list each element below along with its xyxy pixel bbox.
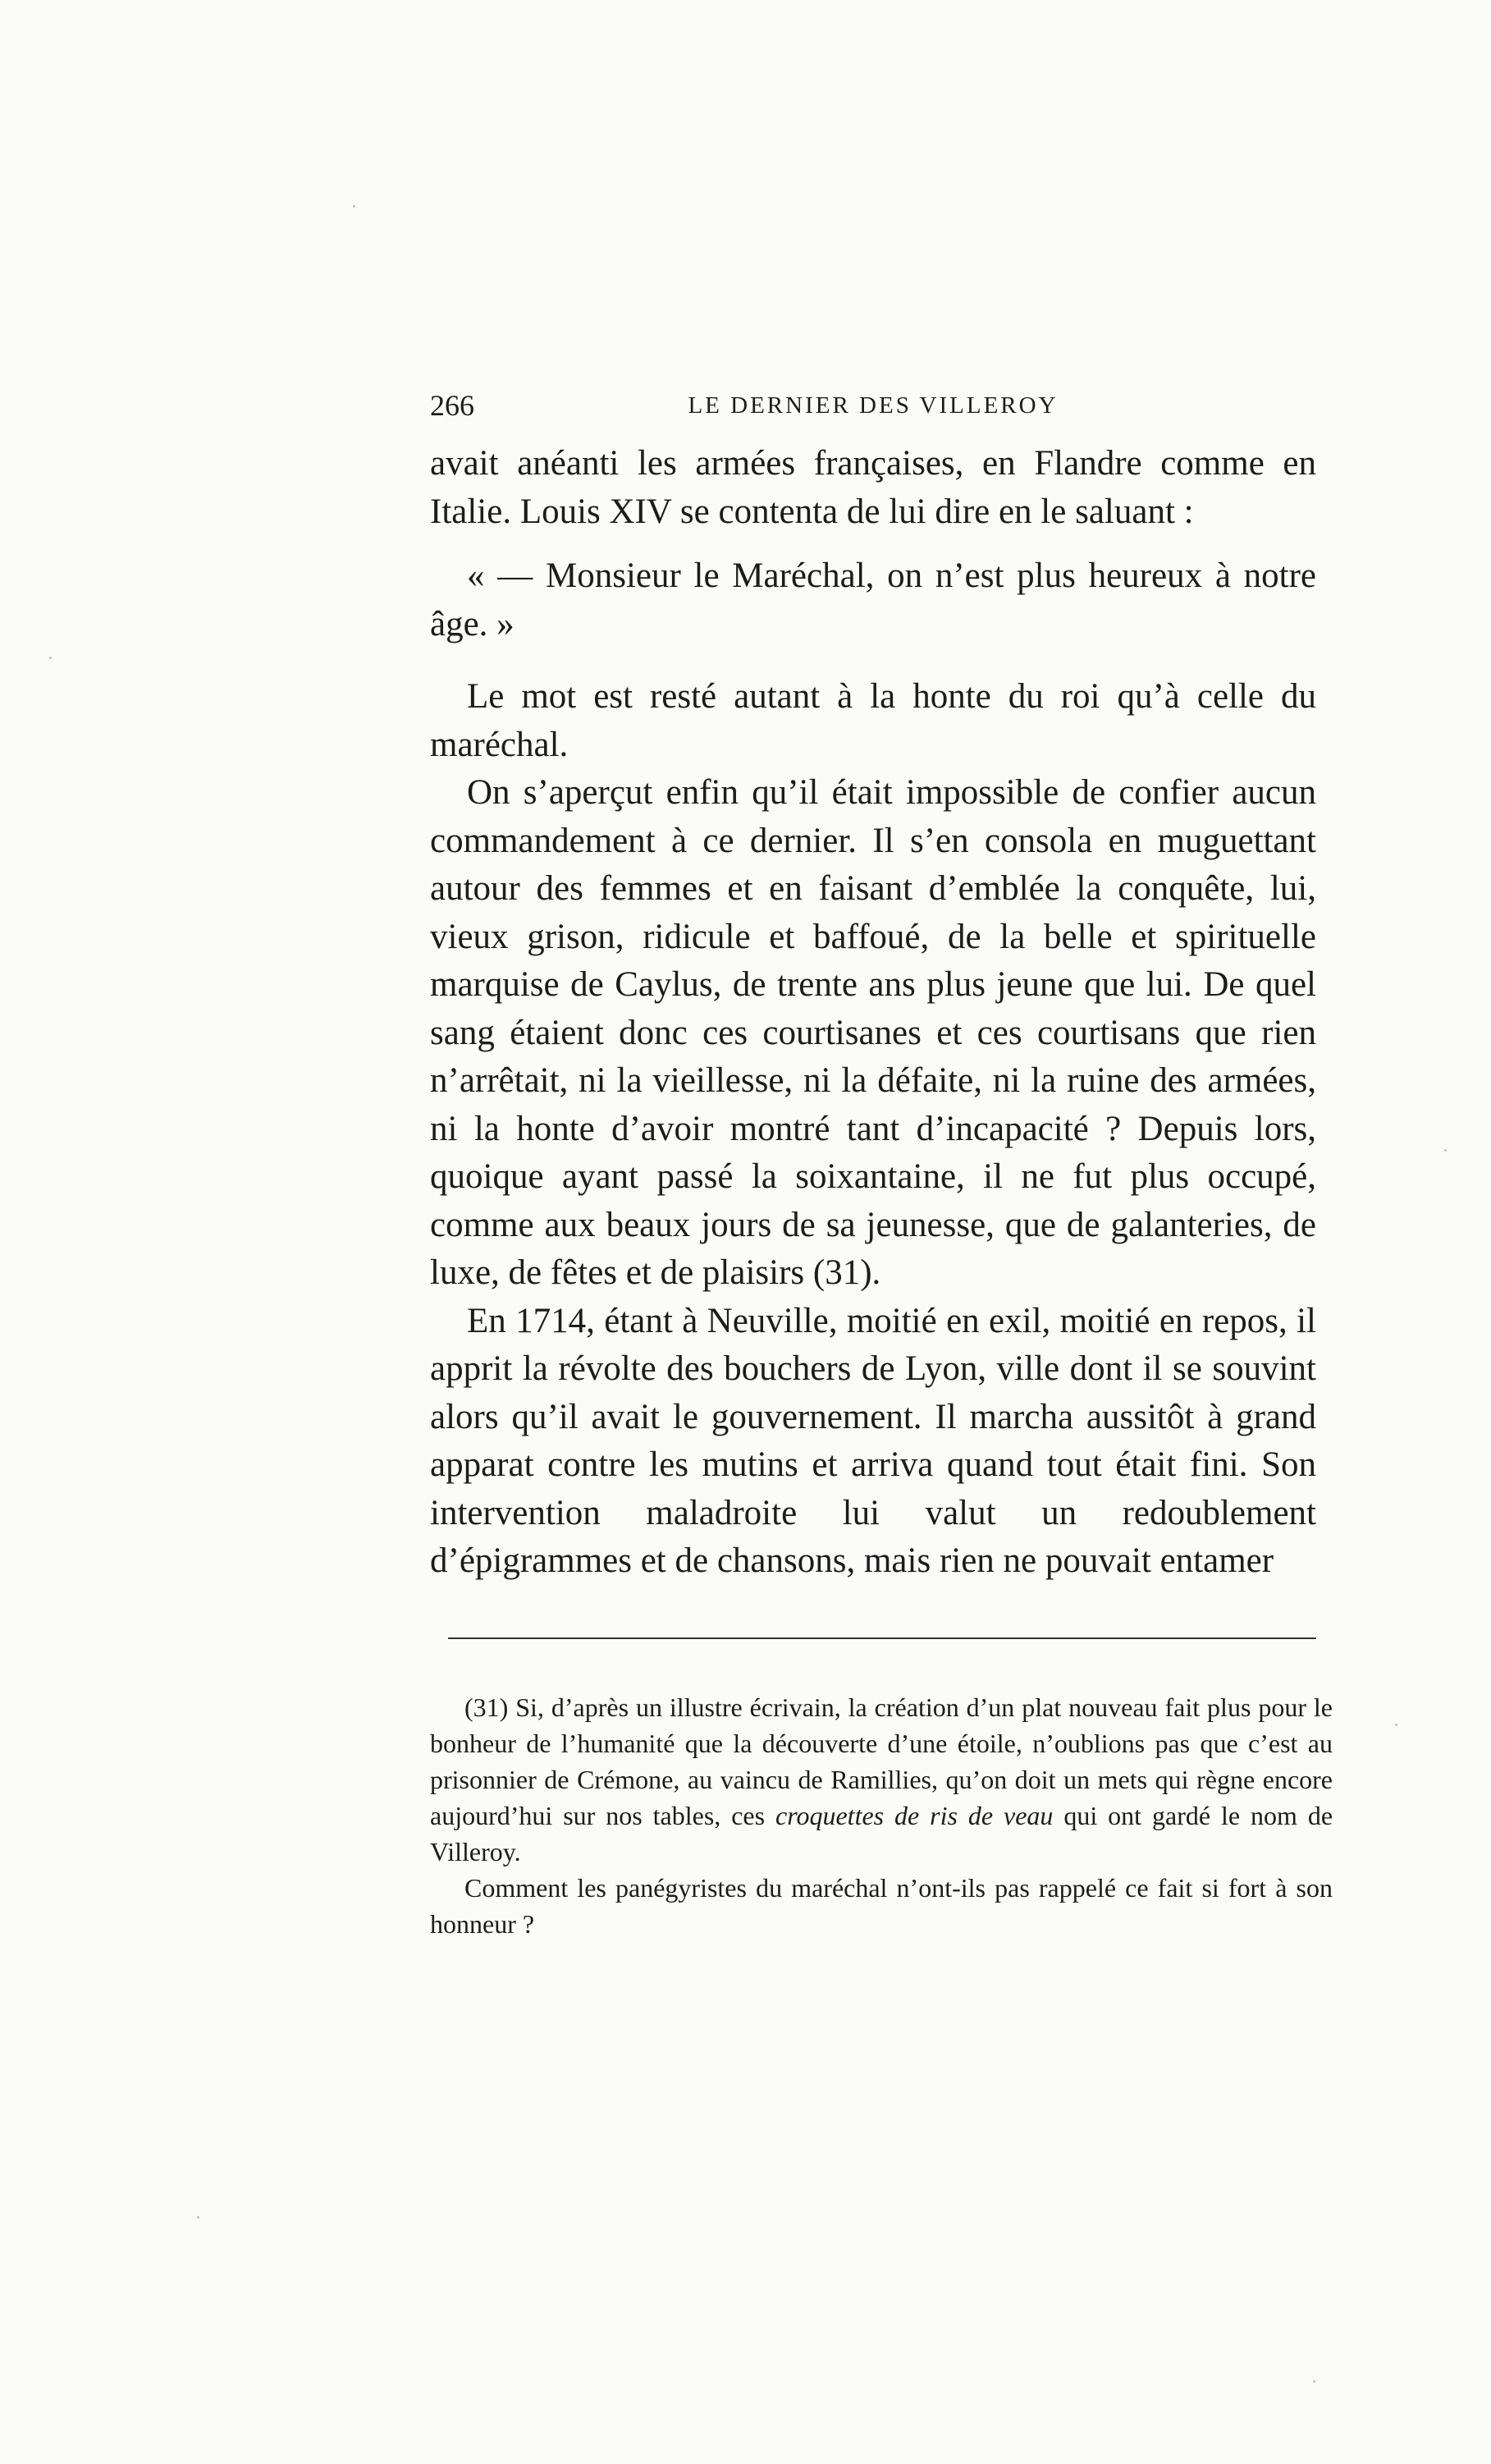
- paragraph-1: avait anéanti les armées françaises, en Flandre comme en Italie. Louis XIV se contenta de lui dire en le saluant :: [430, 444, 1316, 531]
- footnotes: [430, 1689, 1333, 1942]
- footnote-31-italic: croquettes de ris de veau: [775, 1801, 1054, 1830]
- page-header: [430, 382, 1316, 428]
- paragraph-4: En 1714, étant à Neuville, moitié en exil, moitié en repos, il apprit la révolte des bouchers de Lyon, ville dont il se souvint alors qu’il avait le gouvernement. Il marcha aussitôt à grand apparat contre les mutins et arriva quand tout était fini. Son intervention maladroite lui valut un redoublement d’épigrammes et de chansons, mais rien ne pouvait entamer: [430, 1301, 1316, 1580]
- paragraph-2: Le mot est resté autant à la honte du roi qu’à celle du maréchal.: [430, 677, 1316, 764]
- paragraph-3: On s’aperçut enfin qu’il était impossible de confier aucun commandement à ce dernier. Il s’en consola en muguettant autour des femmes et en faisant d’emblée la conquête, lui, vieux grison, ridicule et baffoué, de la belle et spirituelle marquise de Caylus, de trente ans plus jeune que lui. De quel sang étaient donc ces courtisanes et ces courtisans que rien n’arrêtait, ni la vieillesse, ni la défaite, ni la ruine des armées, ni la honte d’avoir montré tant d’incapacité ? Depuis lors, quoique ayant passé la soixantaine, il ne fut plus occupé, comme aux beaux jours de sa jeunesse, que de galanteries, de luxe, de fêtes et de plaisirs (31).: [430, 773, 1316, 1292]
- quotation: « — Monsieur le Maréchal, on n’est plus heureux à notre âge. »: [430, 556, 1316, 643]
- footnote-31-continuation: Comment les panégyristes du maréchal n’ont-ils pas rappelé ce fait si fort à son honneur ?: [430, 1873, 1333, 1939]
- footnote-rule: [448, 1637, 1316, 1639]
- footnote-31-text-b: qui ont gardé le nom de Villeroy.: [430, 1801, 1333, 1866]
- main-text: [430, 440, 1316, 1586]
- page-number: 266: [430, 389, 474, 422]
- footnote-31-text-a: (31) Si, d’après un illustre écrivain, la création d’un plat nouveau fait plus pour le bonheur de l’humanité que la découverte d’une étoile, n’oublions pas que c’est au prisonnier de Crémone, au vaincu de Ramillies, qu’on doit un mets qui règne encore aujourd’hui sur nos tables, ces: [430, 1692, 1333, 1830]
- footnote-31: [430, 1689, 1333, 1870]
- running-head: LE DERNIER DES VILLEROY: [688, 392, 1059, 419]
